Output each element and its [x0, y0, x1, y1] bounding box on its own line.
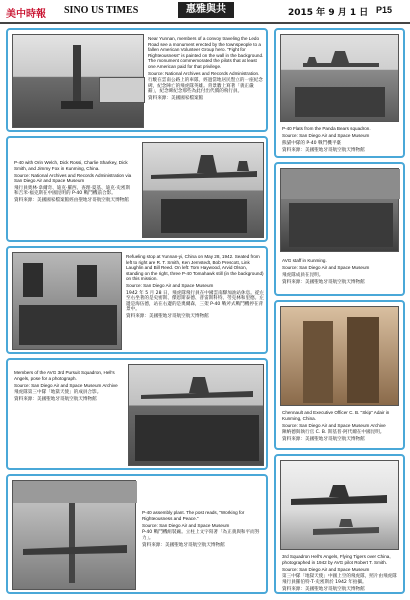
page-number: P15 — [376, 5, 393, 15]
photo-assembly-plant — [12, 480, 136, 590]
caption-source: Source: San Diego Air and Space Museum — [282, 566, 370, 572]
caption-english: Members of the AVG 3rd Pursuit Squadron, Hell's Angels, pose for a photograph. — [14, 370, 115, 381]
caption-credit: 資料來源：美國聖地牙哥航空航天博物館 — [282, 279, 365, 285]
caption-credit: 資料來源：美國聖地牙哥航空航天博物館 — [14, 397, 97, 403]
caption-credit: 資料來源：美國聖地牙哥航空航天博物館 — [126, 314, 209, 320]
photo-monument — [12, 34, 144, 128]
photo-p40-pilots — [142, 142, 264, 238]
caption-source: Source: National Archives and Records Administration via San Diego Air and Space Museum — [14, 172, 132, 184]
photo-refueling-pilots — [12, 252, 122, 350]
caption-credit: 資料來源：美國國家檔案館 — [148, 96, 204, 102]
officer-right — [347, 317, 379, 403]
caption-source: Source: San Diego Air and Space Museum — [282, 265, 370, 271]
photo-avg-staff — [280, 168, 399, 252]
monument-obelisk — [73, 45, 81, 103]
caption-credit: 資料來源：美國聖地牙哥航空航天博物館 — [282, 147, 365, 153]
caption-hells-angels-members — [14, 370, 126, 405]
photo-flying-tigers — [280, 460, 399, 550]
caption-refueling — [126, 254, 264, 322]
photo-panel-p40-flats — [274, 28, 405, 158]
photo-panel-flying-tigers — [274, 454, 405, 594]
pilots-seated — [19, 305, 117, 345]
caption-assembly-plant — [142, 510, 264, 550]
caption-english: 3rd Squadron Hell's Angels, Flying Tigers over China, photographed in 1942 by AVG pilot Robert T. Smith. — [282, 554, 391, 565]
building-background — [281, 169, 400, 199]
caption-chinese: P-40 戰鬥機組裝廠。立柱上文字寫著「為正義與和平而努力」。 — [142, 530, 260, 541]
caption-credit: 資料來源：美國聖地牙哥航空航天博物館 — [282, 586, 365, 592]
factory-roof — [13, 481, 137, 503]
caption-chennault — [282, 410, 400, 445]
caption-chinese: 熊貓中隊的 P-40 戰鬥機平臺 — [282, 140, 342, 146]
caption-credit: 資料來源：美國聖地牙哥航空航天博物館 — [142, 542, 225, 548]
photo-p40-flats — [280, 34, 399, 122]
p40-fuselage-silhouette — [21, 533, 129, 567]
caption-english: P-40 assembly plant. The post reads, "Working for Righteousness and Peace." — [142, 510, 245, 521]
caption-english: Near Yunnan, members of a convoy traveling the Ledo Road see a monument erected by the townspeople to a fallen American Volunteer Group hero. "Fight for Righteousness" is painted on the wall in the background. The monument commemorated the pilots that at least one American paid for that privilege. — [148, 36, 264, 69]
p40-sharkmouth-silhouette — [149, 149, 259, 197]
group-of-pilots — [295, 87, 385, 117]
issue-date: 2015 年 9 月 1 日 — [288, 8, 369, 18]
officer-left — [303, 321, 333, 403]
monument-base — [61, 101, 93, 109]
photo-panel-assembly-plant — [6, 474, 268, 594]
caption-english: Refueling stop at Yunnan-yi, China on May 28, 1942. Seated from left to right are R. T. Smith, Ken Jernstedt, Bob Prescott, Link Laughlin and Bill Reed. On left: Tom Haywood, Arvid Olson, standing on the right, three P-40 Tomahawk still (in the background) on this mission. — [126, 254, 264, 281]
caption-source: Source: San Diego Air and Space Museum Archive — [282, 422, 386, 428]
caption-chinese: 行駛在雲南公路上的車隊，經過當地居民豎立的一座紀念碑，紀念陣亡的飛虎隊英雄。背景牆上寫著「義正嚴辭」，紀念碑紀念那些為此付出代價的飛行員。 — [148, 78, 263, 95]
squadron-members — [135, 415, 259, 461]
caption-chinese: 飛虎隊第三中隊「地獄天使」的成員合影。 — [14, 390, 102, 396]
photo-panel-p40-pilots — [6, 136, 268, 242]
newspaper-logo: 美中時報 — [6, 9, 46, 20]
pilot-standing-right — [77, 265, 97, 297]
publication-name: SINO US TIMES — [64, 5, 139, 16]
caption-p40-pilots — [14, 160, 134, 206]
caption-avg-staff — [282, 258, 400, 287]
caption-english: Chennault and Executive Officer C. B. "Skip" Adair in Kunming, China. — [282, 410, 390, 421]
caption-flying-tigers — [282, 554, 400, 594]
pilots-standing — [161, 199, 247, 233]
p40-parked-silhouette — [139, 371, 255, 411]
caption-source: Source: National Archives and Records Administration. — [148, 70, 260, 76]
staff-row — [289, 203, 393, 247]
photo-panel-monument — [6, 28, 268, 132]
caption-monument — [148, 36, 264, 104]
photo-panel-refueling — [6, 246, 268, 354]
caption-chinese: 第三中隊「地獄天使」中國上空的飛虎隊，照片由飛虎隊飛行員羅伯特·T·史密斯於 1942 年拍攝。 — [282, 574, 397, 585]
caption-english: P-40 with Orin Welch, Dick Rossi, Charlie Sharkey, Dick Smith, and Jimmy Fox in Kunming, China. — [14, 160, 128, 171]
caption-english: P-40 Flats from the Panda Bears squadron. — [282, 126, 371, 131]
photo-panel-chennault — [274, 300, 405, 450]
photo-chennault — [280, 306, 399, 406]
p40-aircraft-silhouette — [299, 43, 383, 85]
page-header — [0, 0, 410, 24]
caption-source: Source: San Diego Air and Space Museum — [282, 133, 370, 139]
caption-source: Source: San Diego Air and Space Museum Archive — [14, 382, 118, 388]
caption-chinese: 飛行員奧林·韋爾奇、迪克·羅西、查理·夏基、迪克·史密斯和吉米·福克斯在中國昆明的 P-40 戰鬥機前合影。 — [14, 185, 131, 197]
caption-chinese: 陳納德與執行官 C. B. 斯基普·阿代爾在中國昆明。 — [282, 430, 385, 436]
caption-source: Source: San Diego Air and Space Museum — [142, 522, 230, 528]
caption-english: AVG staff in Kunming. — [282, 258, 327, 263]
caption-chinese: 飛虎隊成員在昆明。 — [282, 272, 324, 278]
p40-in-flight-front — [289, 481, 389, 517]
monument-wall — [99, 77, 145, 103]
caption-source: Source: San Diego Air and Space Museum — [126, 283, 214, 289]
caption-chinese: 1942 年 5 月 28 日，飛虎隊飛行員在中國雲南驛加油站休息。從左至右坐著的是史密斯、傑恩斯泰德、普雷斯科特、勞克林和里德。左邊是海伍德，站在右邊的是奧爾森，三架 P-40 戰斧式戰鬥機停在背景中。 — [126, 290, 265, 313]
section-title: 惠雅與共 — [178, 2, 234, 18]
caption-credit: 資料來源：美國國家檔案館經由聖地牙哥航空航天博物館 — [14, 198, 129, 204]
caption-credit: 資料來源：美國聖地牙哥航空航天博物館 — [282, 437, 365, 443]
photo-hells-angels-members — [128, 364, 264, 466]
photo-panel-avg-staff — [274, 162, 405, 296]
photo-panel-hells-angels-members — [6, 358, 268, 470]
pilot-standing-left — [23, 263, 43, 297]
caption-p40-flats — [282, 126, 400, 155]
p40-in-flight-rear — [311, 517, 381, 543]
